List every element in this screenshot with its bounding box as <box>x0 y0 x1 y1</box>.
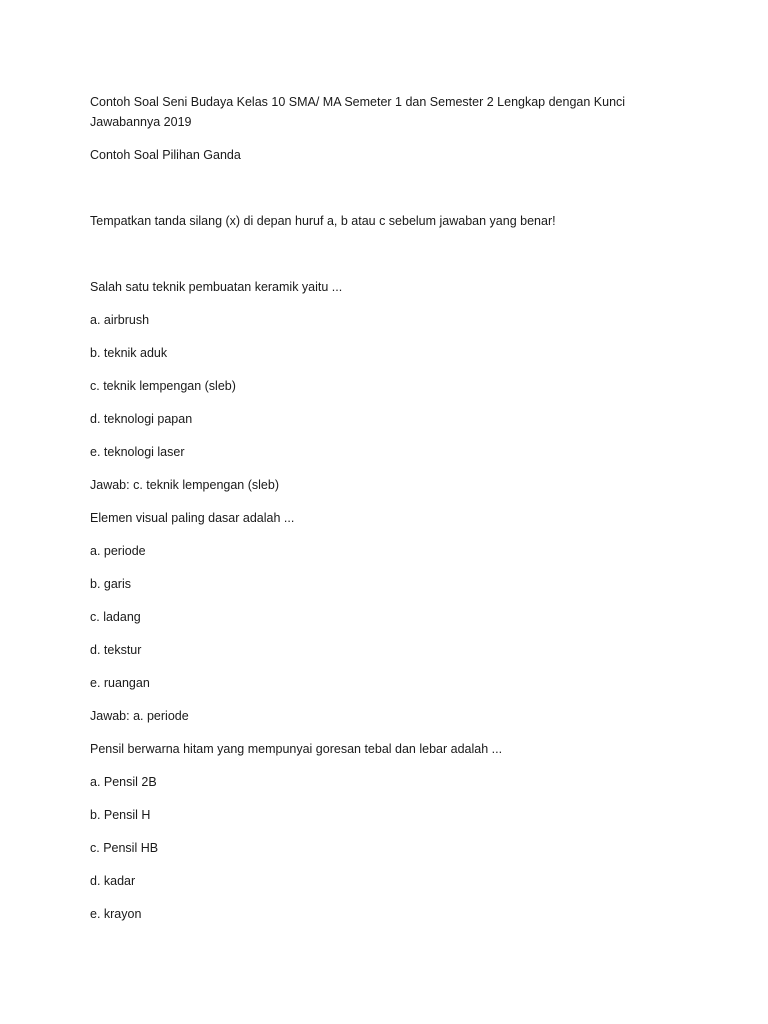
question-1-option-e: e. teknologi laser <box>90 445 185 459</box>
question-1-option-a: a. airbrush <box>90 313 150 327</box>
question-2-option-a: a. periode <box>90 544 146 558</box>
document-title: Contoh Soal Seni Budaya Kelas 10 SMA/ MA Semeter 1 dan Semester 2 Lengkap dengan Kunci Jawabannya 2019 <box>90 95 626 129</box>
question-2-option-d: d. tekstur <box>90 643 142 657</box>
question-1-option-d: d. teknologi papan <box>90 412 193 426</box>
question-3-text: Pensil berwarna hitam yang mempunyai goresan tebal dan lebar adalah ... <box>90 742 503 756</box>
question-2-option-b: b. garis <box>90 577 131 591</box>
question-3-option-d: d. kadar <box>90 874 136 888</box>
question-3-option-c: c. Pensil HB <box>90 841 159 855</box>
question-2-text: Elemen visual paling dasar adalah ... <box>90 511 295 525</box>
question-1-answer: Jawab: c. teknik lempengan (sleb) <box>90 478 279 492</box>
question-3-option-e: e. krayon <box>90 907 142 921</box>
question-2-option-c: c. ladang <box>90 610 141 624</box>
question-1-option-b: b. teknik aduk <box>90 346 168 360</box>
instruction-text: Tempatkan tanda silang (x) di depan huruf a, b atau c sebelum jawaban yang benar! <box>90 214 556 228</box>
section-subtitle: Contoh Soal Pilihan Ganda <box>90 148 241 162</box>
question-2-option-e: e. ruangan <box>90 676 150 690</box>
question-1-option-c: c. teknik lempengan (sleb) <box>90 379 236 393</box>
question-1-text: Salah satu teknik pembuatan keramik yaitu ... <box>90 280 343 294</box>
question-3-option-b: b. Pensil H <box>90 808 151 822</box>
question-2-answer: Jawab: a. periode <box>90 709 189 723</box>
document-page <box>90 92 690 937</box>
question-3-option-a: a. Pensil 2B <box>90 775 157 789</box>
